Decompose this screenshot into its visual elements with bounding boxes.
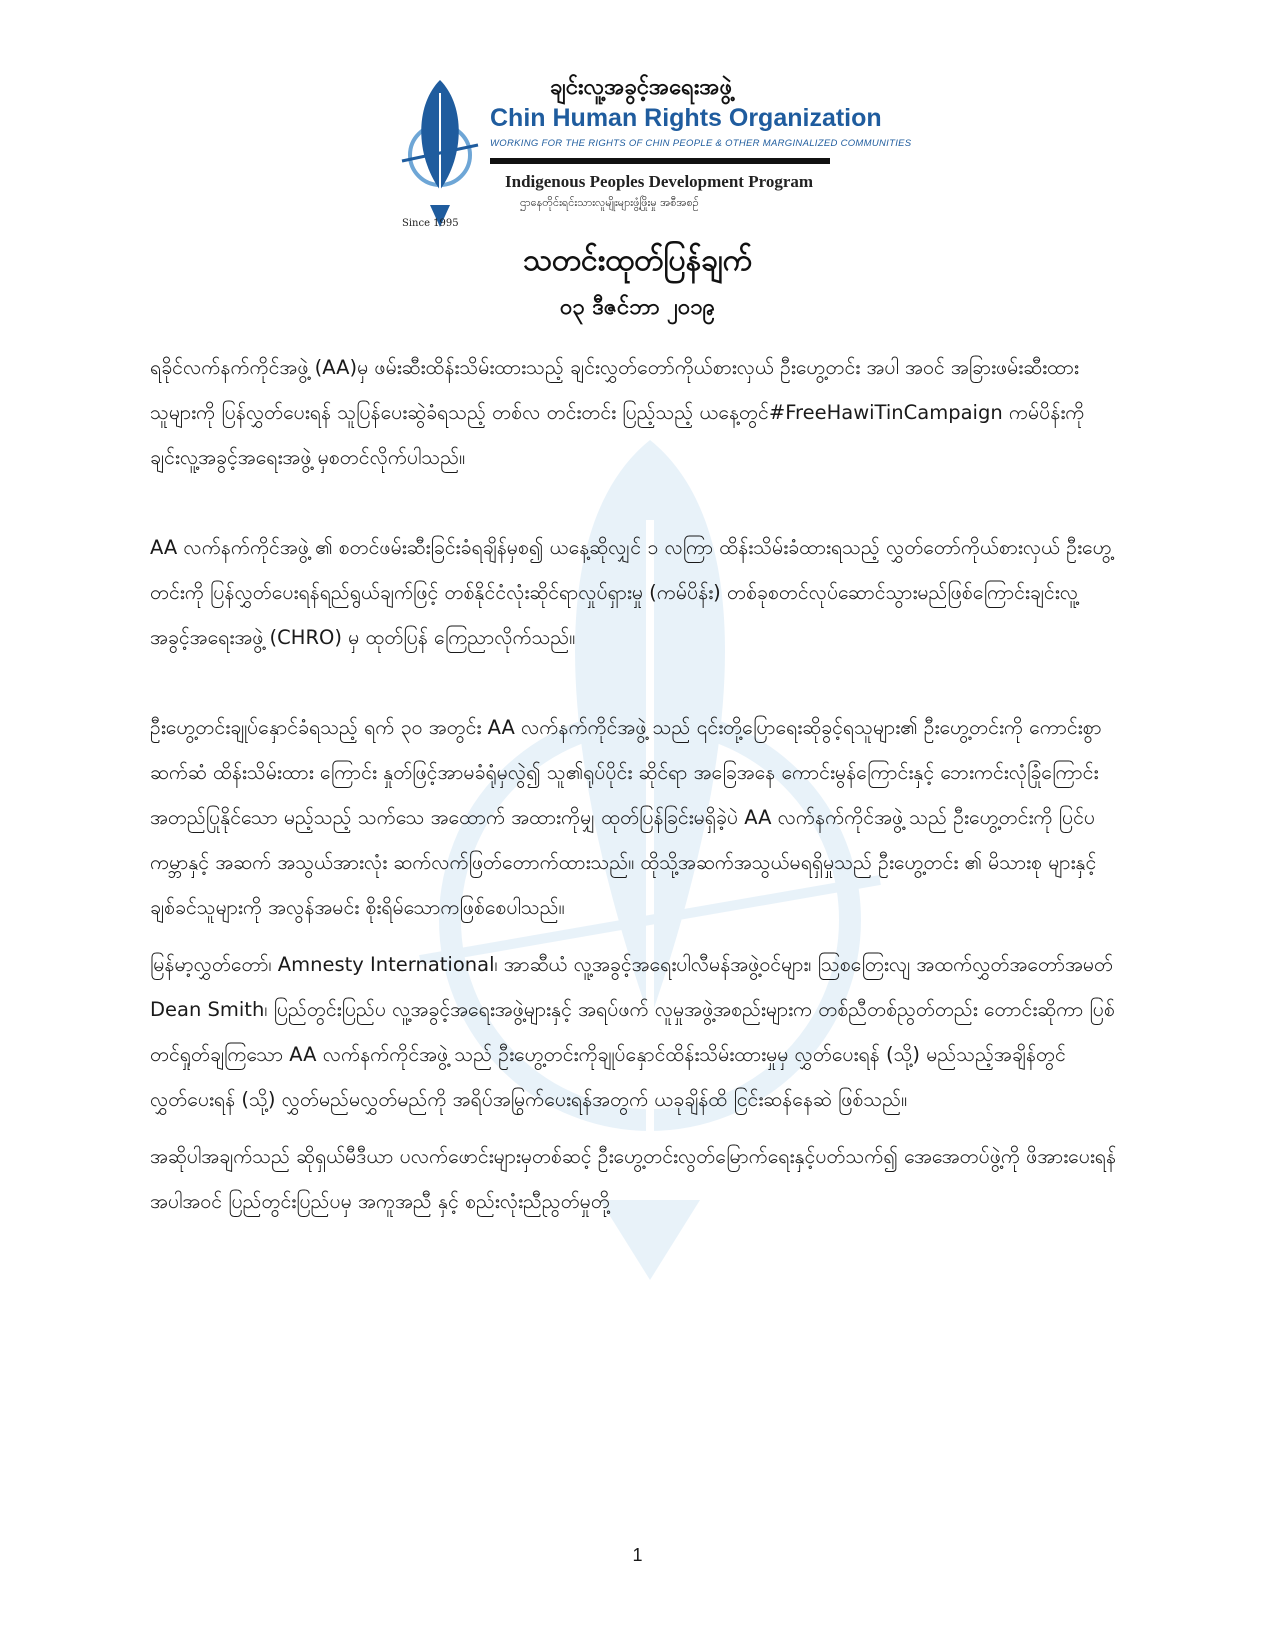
document-title: သတင်းထုတ်ပြန်ချက် (522, 243, 753, 278)
document-body (150, 345, 1120, 1224)
org-tagline: WORKING FOR THE RIGHTS OF CHIN PEOPLE & OTHER MARGINALIZED COMMUNITIES (490, 138, 912, 149)
program-name-burmese: ဌာနေတိုင်းရင်းသားလူမျိုးများဖွံ့ဖြိုးမှု အစီအစဉ် (520, 196, 699, 209)
org-name-burmese: ချင်းလူ့အခွင့်အရေးအဖွဲ့ (550, 75, 733, 100)
paragraph-5: အဆိုပါအချက်သည် ဆိုရှယ်မီဒီယာ ပလက်ဖောင်းများမှတစ်ဆင့် ဦးဟွေ့တင်းလွတ်မြောက်ရေးနှင့်ပတ်သက်၍ အေအေတပ်ဖွဲ့ကို ဖိအားပေးရန်အပါအဝင် ပြည်တွင်းပြည်ပမှ အကူအညီ နှင့် စည်းလုံးညီညွတ်မှုတို့ (150, 1145, 1117, 1213)
letterhead-rule (490, 158, 830, 164)
org-name-english: Chin Human Rights Organization (490, 104, 882, 132)
quill-logo-icon (400, 75, 480, 235)
paragraph-1: ရခိုင်လက်နက်ကိုင်အဖွဲ့ (AA)မှ ဖမ်းဆီးထိန်းသိမ်းထားသည့် ချင်းလွှတ်တော်ကိုယ်စားလှယ် ဦးဟွေ့တင်း အပါ အဝင် အခြားဖမ်းဆီးထားသူများကို ပြန်လွှတ်ပေးရန် သူပြန်ပေးဆွဲခံရသည့် တစ်လ တင်းတင်း ပြည့်သည့် ယနေ့တွင်#FreeHawiTinCampaign ကမ်ပိန်းကို ချင်းလူ့အခွင့်အရေးအဖွဲ့ မှစတင်လိုက်ပါသည်။ (150, 356, 1085, 469)
paragraph-4: မြန်မာ့လွှတ်တော်၊ Amnesty International၊ အာဆီယံ လူ့အခွင့်အရေးပါလီမန်အဖွဲ့ဝင်များ၊ ဩစတြေးလျ အထက်လွှတ်အတော်အမတ် Dean Smith၊ ပြည်တွင်းပြည်ပ လူ့အခွင့်အရေးအဖွဲ့များနှင့် အရပ်ဖက် လူမှုအဖွဲ့အစည်းများက တစ်ညီတစ်ညွတ်တည်း တောင်းဆိုကာ ပြစ်တင်ရှုတ်ချကြသော AA လက်နက်ကိုင်အဖွဲ့ သည် ဦးဟွေ့တင်းကိုချုပ်နှောင်ထိန်းသိမ်းထားမှုမှ လွှတ်ပေးရန် (သို့) မည်သည့်အချိန်တွင် လွှတ်ပေးရန် (သို့) လွှတ်မည်မလွှတ်မည်ကို အရိပ်အမြွက်ပေးရန်အတွက် ယခုချိန်ထိ ငြင်းဆန်နေဆဲ ဖြစ်သည်။ (150, 953, 1115, 1111)
letterhead (390, 70, 912, 240)
paragraph-3: ဦးဟွေ့တင်းချုပ်နှောင်ခံရသည့် ရက် ၃၀ အတွင်း AA လက်နက်ကိုင်အဖွဲ့ သည် ၎င်းတို့ပြောရေးဆိုခွင့်ရသူများ၏ ဦးဟွေ့တင်းကို ကောင်းစွာဆက်ဆံ ထိန်းသိမ်းထား ကြောင်း နှုတ်ဖြင့်အာမခံရုံမှလွဲ၍ သူ၏ရုပ်ပိုင်း ဆိုင်ရာ အခြေအနေ ကောင်းမွန်ကြောင်းနှင့် ဘေးကင်းလုံခြုံကြောင်း အတည်ပြုနိုင်သော မည့်သည့် သက်သေ အထောက် အထားကိုမျှ ထုတ်ပြန်ခြင်းမရှိခဲ့ပဲ AA လက်နက်ကိုင်အဖွဲ့ သည် ဦးဟွေ့တင်းကို ပြင်ပကမ္ဘာနှင့် အဆက် အသွယ်အားလုံး ဆက်လက်ဖြတ်တောက်ထားသည်။ ထိုသို့အဆက်အသွယ်မရရှိမှုသည် ဦးဟွေ့တင်း ၏ မိသားစု များနှင့် ချစ်ခင်သူများကို အလွန်အမင်း စိုးရိမ်သောကဖြစ်စေပါသည်။ (150, 716, 1102, 919)
document-date: ၀၃ ဒီဇင်ဘာ ၂၀၁၉ (560, 295, 715, 320)
since-year: Since 1995 (402, 218, 459, 229)
program-name-english: Indigenous Peoples Development Program (505, 172, 814, 191)
paragraph-2: AA လက်နက်ကိုင်အဖွဲ့ ၏ စတင်ဖမ်းဆီးခြင်းခံရချိန်မှစ၍ ယနေ့ဆိုလျှင် ၁ လကြာ ထိန်းသိမ်းခံထားရသည့် လွှတ်တော်ကိုယ်စားလှယ် ဦးဟွေ့တင်းကို ပြန်လွှတ်ပေးရန်ရည်ရွယ်ချက်ဖြင့် တစ်နိုင်ငံလုံးဆိုင်ရာလှုပ်ရှားမှု (ကမ်ပိန်း) တစ်ခုစတင်လုပ်ဆောင်သွားမည်ဖြစ်ကြောင်းချင်းလူ့အခွင့်အရေးအဖွဲ့ (CHRO) မှ ထုတ်ပြန် ကြေညာလိုက်သည်။ (150, 536, 1112, 649)
page-number: 1 (632, 1545, 643, 1565)
